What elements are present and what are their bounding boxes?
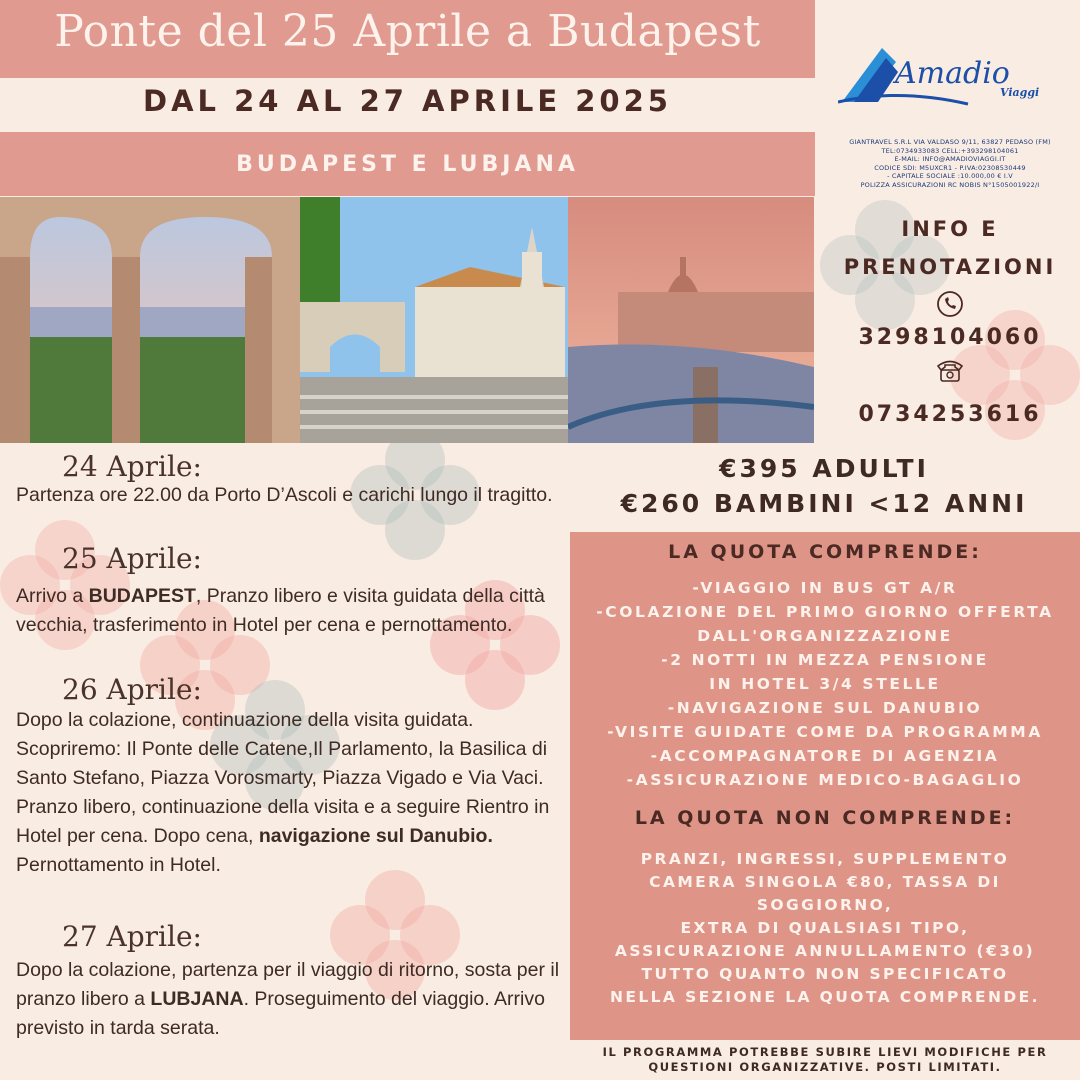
not-included-list	[570, 848, 1080, 1009]
list-item: -NAVIGAZIONE SUL DANUBIO	[667, 699, 983, 717]
company-info	[820, 138, 1080, 189]
list-item: -ACCOMPAGNATORE DI AGENZIA	[650, 747, 1000, 765]
day-title: 24 Aprile:	[62, 450, 202, 483]
landline-number[interactable]: 0734253616	[858, 402, 1042, 427]
whatsapp-icon	[935, 289, 965, 319]
company-info-line: CODICE SDI: M5UXCR1 - P.IVA:02308530449	[874, 163, 1026, 172]
price-children: €260 BAMBINI <12 ANNI	[620, 489, 1028, 518]
telephone-icon	[935, 355, 965, 385]
day-description: Arrivo a BUDAPEST, Pranzo libero e visita guidata della città vecchia, trasferimento in Hotel per cena e pernottamento.	[16, 585, 545, 636]
page-title: Ponte del 25 Aprile a Budapest	[54, 6, 761, 57]
list-item: ASSICURAZIONE ANNULLAMENTO (€30)	[614, 942, 1036, 960]
list-item: TUTTO QUANTO NON SPECIFICATO	[641, 965, 1009, 983]
day-title: 26 Aprile:	[62, 673, 202, 706]
info-title-line: INFO E	[901, 217, 999, 241]
footnote-line: IL PROGRAMMA POTREBBE SUBIRE LIEVI MODIFICHE PER	[602, 1045, 1048, 1059]
day-title: 27 Aprile:	[62, 920, 202, 953]
logo-tagline: Viaggi	[1000, 86, 1040, 99]
fishermans-bastion-photo	[0, 197, 300, 443]
list-item: -2 NOTTI IN MEZZA PENSIONE	[661, 651, 989, 669]
company-info-line: GIANTRAVEL S.R.L VIA VALDASO 9/11, 63827 PEDASO (FM)	[849, 138, 1051, 146]
company-info-line: E-MAIL: INFO@AMADIOVIAGGI.IT	[894, 155, 1006, 163]
company-info-line: TEL:0734933083 CELL:+393298104061	[881, 146, 1019, 155]
logo-name: Amadio	[895, 56, 1010, 91]
list-item: -COLAZIONE DEL PRIMO GIORNO OFFERTA	[596, 603, 1054, 621]
list-item: DALL'ORGANIZZAZIONE	[697, 627, 953, 645]
matthias-church-photo	[300, 197, 568, 443]
list-item: CAMERA SINGOLA €80, TASSA DI	[649, 873, 1001, 891]
footnote-line: QUESTIONI ORGANIZZATIVE. POSTI LIMITATI.	[648, 1060, 1002, 1074]
mobile-number[interactable]: 3298104060	[858, 325, 1042, 350]
company-info-line: - CAPITALE SOCIALE :10.000,00 € I.V	[887, 172, 1013, 180]
not-included-heading: LA QUOTA NON COMPRENDE:	[634, 807, 1016, 829]
day-description: Dopo la colazione, continuazione della visita guidata. Scopriremo: Il Ponte delle Catene,Il Parlamento, la Basilica di Santo Stefano, Piazza Vorosmarty, Piazza Vigado e Via Vaci. Pranzo libero, continuazione della visita e a seguire Rientro in Hotel per cena. Dopo cena, navigazione sul Danubio. Pernottamento in Hotel.	[16, 709, 550, 876]
list-item: SOGGIORNO,	[756, 896, 894, 914]
info-title-line: PRENOTAZIONI	[843, 255, 1057, 279]
list-item: -VIAGGIO IN BUS GT A/R	[692, 579, 958, 597]
parliament-danube-photo	[568, 197, 814, 443]
list-item: -VISITE GUIDATE COME DA PROGRAMMA	[607, 723, 1043, 741]
footnote	[570, 1045, 1080, 1075]
list-item: PRANZI, INGRESSI, SUPPLEMENTO	[640, 850, 1010, 868]
company-info-line: POLIZZA ASSICURAZIONI RC NOBIS N°1505001922/I	[860, 180, 1040, 189]
day-description: Partenza ore 22.00 da Porto D’Ascoli e carichi lungo il tragitto.	[16, 484, 553, 506]
trip-dates: DAL 24 AL 27 APRILE 2025	[143, 84, 672, 118]
day-description: Dopo la colazione, partenza per il viaggio di ritorno, sosta per il pranzo libero a LUBJANA. Proseguimento del viaggio. Arrivo previsto in tarda serata.	[16, 959, 560, 1039]
list-item: EXTRA DI QUALSIASI TIPO,	[680, 919, 970, 937]
trip-subtitle: BUDAPEST E LUBJANA	[236, 152, 579, 177]
included-heading: LA QUOTA COMPRENDE:	[668, 541, 982, 563]
included-list	[570, 576, 1080, 792]
list-item: -ASSICURAZIONE MEDICO-BAGAGLIO	[626, 771, 1024, 789]
list-item: IN HOTEL 3/4 STELLE	[709, 675, 941, 693]
day-title: 25 Aprile:	[62, 542, 202, 575]
list-item: NELLA SEZIONE LA QUOTA COMPRENDE.	[610, 988, 1040, 1006]
info-title	[820, 210, 1080, 286]
price-adults: €395 ADULTI	[719, 454, 929, 483]
